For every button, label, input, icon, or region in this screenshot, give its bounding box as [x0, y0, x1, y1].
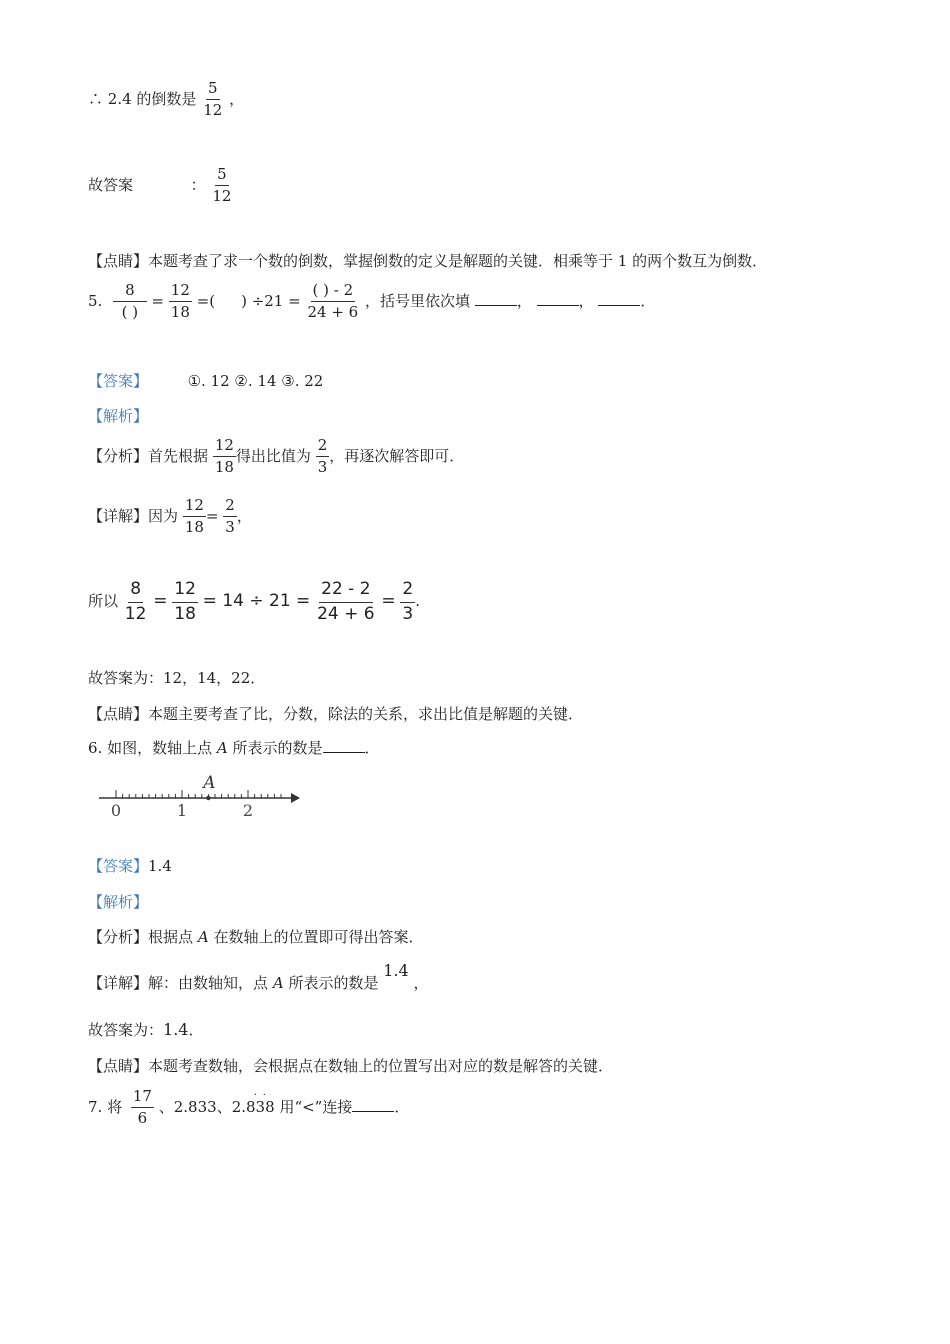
final-answer: 故答案为：12，14，22．	[88, 669, 266, 687]
fraction-numerator: 5	[206, 80, 220, 100]
fraction-numerator: 12	[172, 580, 198, 603]
so-fraction-4	[400, 580, 415, 624]
fraction-numerator: 8	[128, 580, 143, 603]
q6-detail	[88, 961, 429, 993]
q6-answer	[88, 855, 172, 876]
so-label: 所以	[88, 592, 119, 611]
fraction-denominator: 24 + 6	[307, 303, 359, 322]
fraction-numerator: 2	[223, 497, 237, 517]
question-text-a: 6. 如图，数轴上点	[88, 739, 213, 757]
fenxi-text-c: ，再逐次解答即可．	[329, 446, 465, 465]
fenxi-fraction-1	[213, 437, 236, 477]
final-label: 故答案为：	[88, 1021, 164, 1039]
answer-fraction	[210, 166, 233, 206]
answer-text: ①. 12 ②. 14 ③. 22	[187, 372, 324, 390]
fraction-numerator: 5	[215, 166, 229, 186]
axis-tick-label: 2	[242, 801, 254, 820]
fraction-numerator: 8	[113, 282, 147, 302]
point-marker	[206, 796, 210, 800]
separator: ，	[578, 291, 594, 310]
question-number: 5.	[88, 291, 103, 310]
q5-fraction-2	[169, 282, 192, 322]
q5-analysis-tag	[88, 405, 148, 426]
q5-fenxi	[88, 437, 464, 477]
comma: ，	[229, 89, 245, 108]
question-5	[88, 282, 655, 322]
detail-fraction-1	[183, 497, 206, 537]
fraction-denominator: 18	[170, 303, 190, 322]
number-list: 、2.833、	[158, 1097, 232, 1116]
q5-final	[88, 667, 265, 688]
comment-text: 本题考查了求一个数的倒数，掌握倒数的定义是解题的关键．相乘等于 1 的两个数互为倒数．	[148, 252, 768, 270]
detail-tag: 【详解】	[88, 506, 149, 525]
detail-text-b: 所表示的数是	[288, 974, 379, 992]
repeating-decimal-text: 2.838	[231, 1097, 275, 1116]
fraction-denominator: 12	[203, 101, 223, 120]
detail-value: 1.4	[383, 961, 409, 980]
fraction-denominator: 3	[225, 518, 235, 537]
answer-tag: 【答案】	[88, 372, 149, 390]
point-name: A	[197, 928, 209, 946]
point-name: A	[272, 974, 284, 992]
repeating-decimal	[231, 1089, 275, 1116]
fenxi-text-a: 首先根据	[148, 446, 209, 465]
equals-sign: =	[205, 506, 219, 525]
equals-sign: =	[153, 591, 168, 612]
fraction-denominator: 12	[124, 603, 147, 624]
fenxi-fraction-2	[316, 437, 330, 477]
tick-group	[116, 790, 281, 798]
period: ．	[394, 1097, 410, 1116]
point-name: A	[216, 739, 228, 757]
fraction-denominator: 18	[184, 518, 204, 537]
detail-text-a: 解：由数轴知，点	[148, 974, 269, 992]
comment-tag: 【点睛】	[88, 252, 149, 270]
detail-tag: 【详解】	[88, 974, 149, 992]
comment-tag: 【点睛】	[88, 1057, 149, 1075]
fraction-numerator: ( ) - 2	[311, 282, 356, 302]
q5-fraction-1	[113, 282, 147, 322]
fenxi-tag: 【分析】	[88, 446, 149, 465]
question-tail: 用“<”连接	[279, 1097, 353, 1116]
period: ．	[188, 1021, 204, 1039]
fenxi-tag: 【分析】	[88, 928, 149, 946]
fraction-numerator: 2	[316, 437, 330, 457]
answer-line-1	[88, 166, 233, 206]
fenxi-text-b: 在数轴上的位置即可得出答案．	[213, 928, 424, 946]
answer-label: 故答案	[88, 175, 134, 194]
so-fraction-2	[172, 580, 198, 624]
separator: ，	[516, 291, 532, 310]
q5-detail	[88, 497, 252, 537]
comma: ，	[236, 506, 252, 525]
axis-tick-label: 0	[110, 801, 122, 820]
analysis-tag: 【解析】	[88, 407, 149, 425]
fraction-numerator: 2	[400, 580, 415, 603]
repeat-dot-2: ·	[262, 1089, 266, 1101]
fraction-denominator: 18	[214, 458, 234, 477]
so-middle: = 14 ÷ 21 =	[202, 591, 311, 612]
axis-tick-label: 1	[176, 801, 188, 820]
q6-fenxi	[88, 926, 423, 947]
fraction-denominator: 12	[212, 187, 232, 206]
period: ．	[640, 291, 656, 310]
period: ．	[364, 739, 380, 757]
therefore-symbol: ∴	[88, 89, 104, 108]
fraction-numerator: 12	[183, 497, 206, 517]
fraction-numerator: 12	[213, 437, 236, 457]
fraction-denominator: 24 + 6	[317, 603, 375, 624]
comment-1	[88, 250, 767, 271]
answer-blank[interactable]	[352, 1110, 394, 1112]
question-number: 7. 将	[88, 1097, 123, 1116]
fraction-denominator: 6	[137, 1109, 148, 1128]
reciprocal-fraction	[201, 80, 224, 120]
q5-so-equation	[88, 580, 420, 624]
fraction-denominator: 18	[174, 603, 196, 624]
q5-answer	[88, 370, 323, 391]
reciprocal-statement	[88, 80, 244, 120]
q6-comment	[88, 1055, 613, 1076]
fraction-numerator: 22 - 2	[319, 580, 372, 603]
fraction-denominator: 3	[402, 603, 414, 624]
axis-arrow	[291, 793, 300, 803]
final-value: 1.4	[163, 1020, 189, 1039]
answer-text: 1.4	[148, 857, 172, 875]
detail-text: 因为	[148, 506, 179, 525]
reciprocal-text: 2.4 的倒数是	[107, 89, 197, 108]
equals-sign: =	[151, 291, 164, 310]
equals-paren: =(	[196, 291, 216, 310]
q6-analysis-tag	[88, 891, 148, 912]
division-part: ) ÷21 =	[241, 291, 301, 310]
q5-fraction-3	[305, 282, 360, 322]
question-6	[88, 737, 380, 758]
comment-text: 本题主要考查了比，分数，除法的关系，求出比值是解题的关键．	[148, 705, 584, 723]
q5-comment	[88, 703, 583, 724]
comment-tag: 【点睛】	[88, 705, 149, 723]
equals-sign: =	[381, 591, 396, 612]
question-7	[88, 1088, 409, 1128]
answer-blank-1[interactable]	[475, 304, 517, 306]
comment-text: 本题考查数轴，会根据点在数轴上的位置写出对应的数是解答的关键．	[148, 1057, 614, 1075]
tick-label-group	[111, 801, 253, 820]
fenxi-text-b: 得出比值为	[235, 446, 311, 465]
analysis-tag: 【解析】	[88, 893, 149, 911]
q7-fraction	[131, 1088, 154, 1128]
number-line	[95, 768, 305, 824]
period: .	[415, 592, 420, 611]
so-fraction-1	[123, 580, 149, 624]
question-text-b: 所表示的数是	[232, 739, 323, 757]
fraction-numerator: 17	[131, 1088, 154, 1108]
fraction-denominator: ( )	[121, 303, 139, 322]
repeat-dot-1: ·	[253, 1089, 257, 1101]
fraction-denominator: 3	[317, 458, 328, 477]
answer-blank-2[interactable]	[537, 304, 579, 306]
q6-final	[88, 1019, 203, 1040]
point-label: A	[203, 773, 216, 793]
fenxi-text-a: 根据点	[148, 928, 194, 946]
comma: ，	[413, 974, 429, 992]
so-fraction-3	[315, 580, 377, 624]
answer-tag: 【答案】	[88, 857, 149, 875]
detail-fraction-2	[223, 497, 237, 537]
answer-blank[interactable]	[323, 751, 365, 753]
answer-blank-3[interactable]	[598, 304, 640, 306]
fraction-numerator: 12	[169, 282, 192, 302]
question-tail: ，括号里依次填	[365, 291, 471, 310]
answer-colon: ：	[190, 175, 206, 194]
